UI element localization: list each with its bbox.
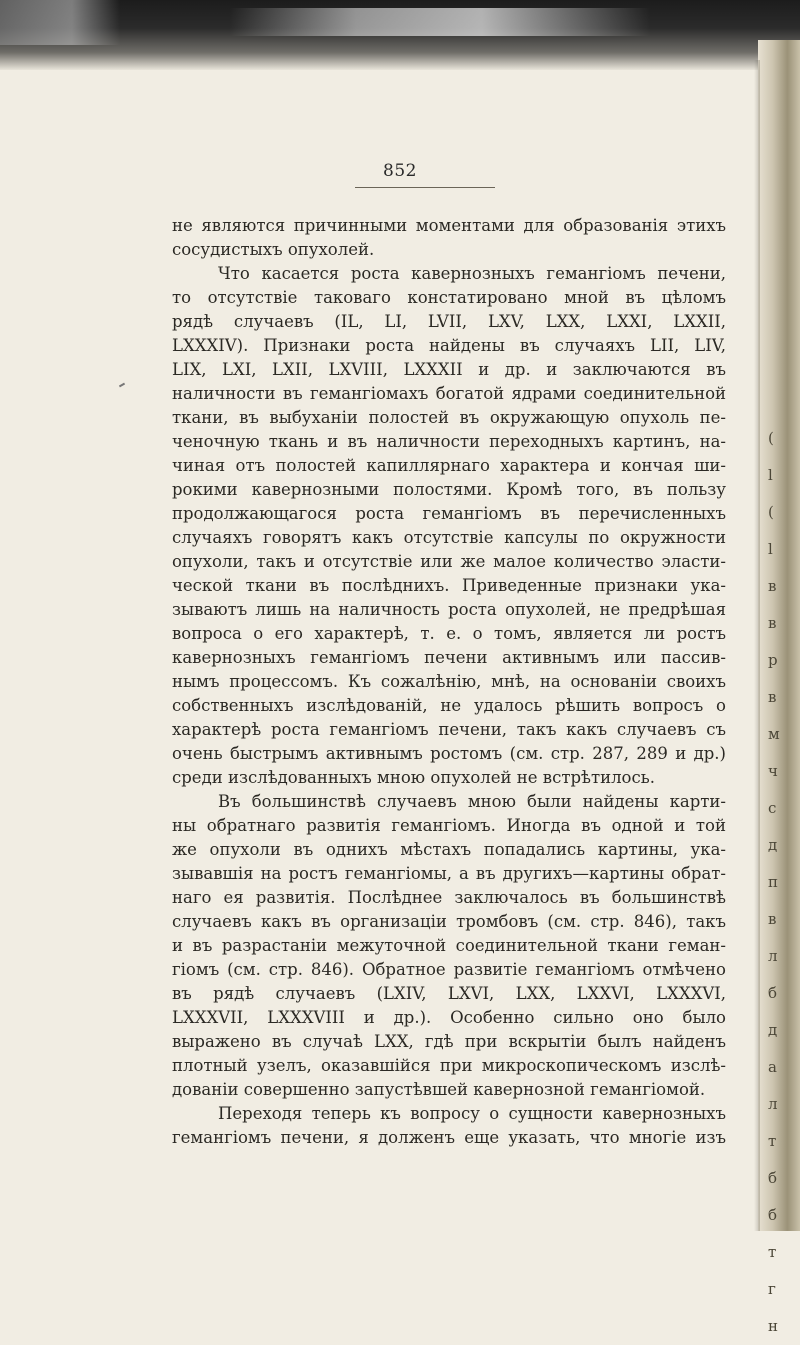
text-line: ткани, въ выбуханіи полостей въ окружающую опухоль пе- <box>172 408 726 427</box>
bleed-letter: р <box>768 651 778 669</box>
text-line: дованіи совершенно запустѣвшей кавернозной гемангіомой. <box>172 1080 706 1099</box>
bleed-letter: н <box>768 1317 778 1335</box>
text-line: чиная отъ полостей капиллярнаго характера и кончая ши- <box>172 456 726 475</box>
bleed-letter: п <box>768 873 778 891</box>
text-line: рокими кавернозными полостями. Кромѣ того, въ пользу <box>172 480 726 499</box>
text-line: Въ большинствѣ случаевъ мною были найдены карти- <box>218 792 726 811</box>
text-line: сосудистыхъ опухолей. <box>172 240 375 259</box>
text-line: случаяхъ говорятъ какъ отсутствіе капсулы по окружности <box>172 528 726 547</box>
text-line: ческой ткани въ послѣднихъ. Приведенные признаки ука- <box>172 576 726 595</box>
text-line: плотный узелъ, оказавшійся при микроскопическомъ изслѣ- <box>172 1056 726 1075</box>
text-line: нымъ процессомъ. Къ сожалѣнію, мнѣ, на основаніи своихъ <box>172 672 726 691</box>
bleed-letter: ч <box>768 762 778 780</box>
text-line: гемангіомъ печени, я долженъ еще указать, что многіе изъ <box>172 1128 726 1147</box>
bleed-letter: в <box>768 910 777 928</box>
bleed-letter: т <box>768 1132 777 1150</box>
text-line: наго ея развитія. Послѣднее заключалось въ большинствѣ <box>172 888 726 907</box>
text-line: очень быстрымъ активнымъ ростомъ (см. стр. 287, 289 и др.) <box>172 744 726 763</box>
text-line: случаевъ какъ въ организаціи тромбовъ (см. стр. 846), такъ <box>172 912 726 931</box>
text-line: LXXXIV). Признаки роста найдены въ случаяхъ LII, LIV, <box>172 336 726 355</box>
bleed-letter: д <box>768 836 778 854</box>
page-number: 852 <box>383 161 417 181</box>
text-line: зываютъ лишь на наличность роста опухолей, не предрѣшая <box>172 600 726 619</box>
bleed-letter: l <box>768 466 773 484</box>
text-line: собственныхъ изслѣдованій, не удалось рѣшить вопросъ о <box>172 696 726 715</box>
bleed-letter: б <box>768 984 778 1002</box>
text-line: ны обратнаго развитія гемангіомъ. Иногда въ одной и той <box>172 816 726 835</box>
text-line: продолжающагося роста гемангіомъ въ перечисленныхъ <box>172 504 726 523</box>
text-line: опухоли, такъ и отсутствіе или же малое количество эласти- <box>172 552 726 571</box>
bleed-letter: в <box>768 688 777 706</box>
text-line: характерѣ роста гемангіомъ печени, такъ какъ случаевъ съ <box>172 720 726 739</box>
text-line: LXXXVII, LXXXVIII и др.). Особенно сильно оно было <box>172 1008 726 1027</box>
bleed-letter: б <box>768 1206 778 1224</box>
text-line: вопроса о его характерѣ, т. е. о томъ, является ли ростъ <box>172 624 726 643</box>
text-line: кавернозныхъ гемангіомъ печени активнымъ или пассив- <box>172 648 726 667</box>
text-line: наличности въ гемангіомахъ богатой ядрами соединительной <box>172 384 726 403</box>
bleed-letter: м <box>768 725 780 743</box>
text-line: въ рядѣ случаевъ (LXIV, LXVI, LXX, LXXVI, LXXXVI, <box>172 984 726 1003</box>
text-line: же опухоли въ однихъ мѣстахъ попадались картины, ука- <box>172 840 726 859</box>
bleed-letter: д <box>768 1021 778 1039</box>
text-line: выражено въ случаѣ LXX, гдѣ при вскрытіи былъ найденъ <box>172 1032 726 1051</box>
bleed-letter: l <box>768 540 773 558</box>
text-line: зывавшія на ростъ гемангіомы, а въ другихъ—картины обрат- <box>172 864 726 883</box>
bleed-letter: а <box>768 1058 777 1076</box>
bleed-letter: в <box>768 614 777 632</box>
text-line: и въ разрастаніи межуточной соединительной ткани геман- <box>172 936 726 955</box>
bleed-letter: т <box>768 1243 777 1261</box>
text-line: LIX, LXI, LXII, LXVIII, LXXXII и др. и заключаются въ <box>172 360 726 379</box>
text-line: то отсутствіе таковаго констатировано мной въ цѣломъ <box>172 288 726 307</box>
text-line: среди изслѣдованныхъ мною опухолей не встрѣтилось. <box>172 768 655 787</box>
bleed-letter: ( <box>768 429 774 447</box>
bleed-letter: л <box>768 947 778 965</box>
bleed-letter: б <box>768 1169 778 1187</box>
text-line: не являются причинными моментами для образованія этихъ <box>172 216 726 235</box>
text-line: ченочную ткань и въ наличности переходныхъ картинъ, на- <box>172 432 726 451</box>
text-line: Что касается роста кавернозныхъ гемангіомъ печени, <box>218 264 726 283</box>
bleed-letter: г <box>768 1280 776 1298</box>
bleed-letter: л <box>768 1095 778 1113</box>
bleed-letter: ( <box>768 503 774 521</box>
bleed-letter: с <box>768 799 777 817</box>
bleed-letter: в <box>768 577 777 595</box>
text-line: рядѣ случаевъ (IL, LI, LVII, LXV, LXX, LXXI, LXXII, <box>172 312 726 331</box>
text-line: Переходя теперь къ вопросу о сущности кавернозныхъ <box>218 1104 726 1123</box>
text-line: гіомъ (см. стр. 846). Обратное развитіе гемангіомъ отмѣчено <box>172 960 726 979</box>
